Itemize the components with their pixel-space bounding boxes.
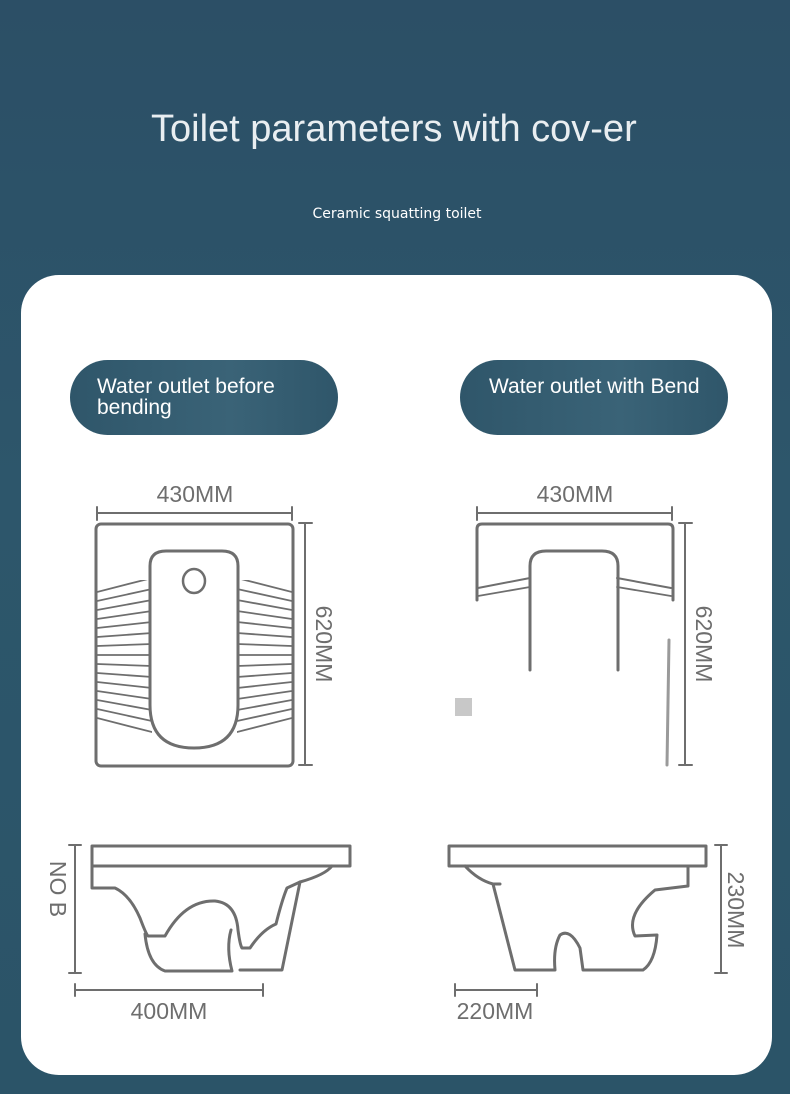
label-pill-right: Water outlet with Bend (460, 360, 728, 435)
right-top-view (477, 507, 692, 765)
right-side-width-label: 220MM (456, 998, 534, 1024)
right-top-depth-label: 620MM (691, 605, 717, 683)
right-side-height-label: 230MM (723, 871, 749, 949)
marker-square (455, 698, 472, 716)
left-top-depth-label: 620MM (311, 605, 337, 683)
left-top-width-label: 430MM (156, 481, 234, 507)
right-top-width-label: 430MM (536, 481, 614, 507)
left-side-width-label: 400MM (130, 998, 208, 1024)
page-title: Toilet parameters with cov-er (151, 108, 637, 150)
left-side-height-label: NO B (45, 860, 71, 918)
right-side-view (449, 845, 727, 996)
label-pill-left: Water outlet before bending (70, 360, 338, 435)
page-subtitle: Ceramic squatting toilet (312, 206, 482, 222)
left-side-view (69, 845, 350, 996)
left-top-view (96, 507, 312, 766)
